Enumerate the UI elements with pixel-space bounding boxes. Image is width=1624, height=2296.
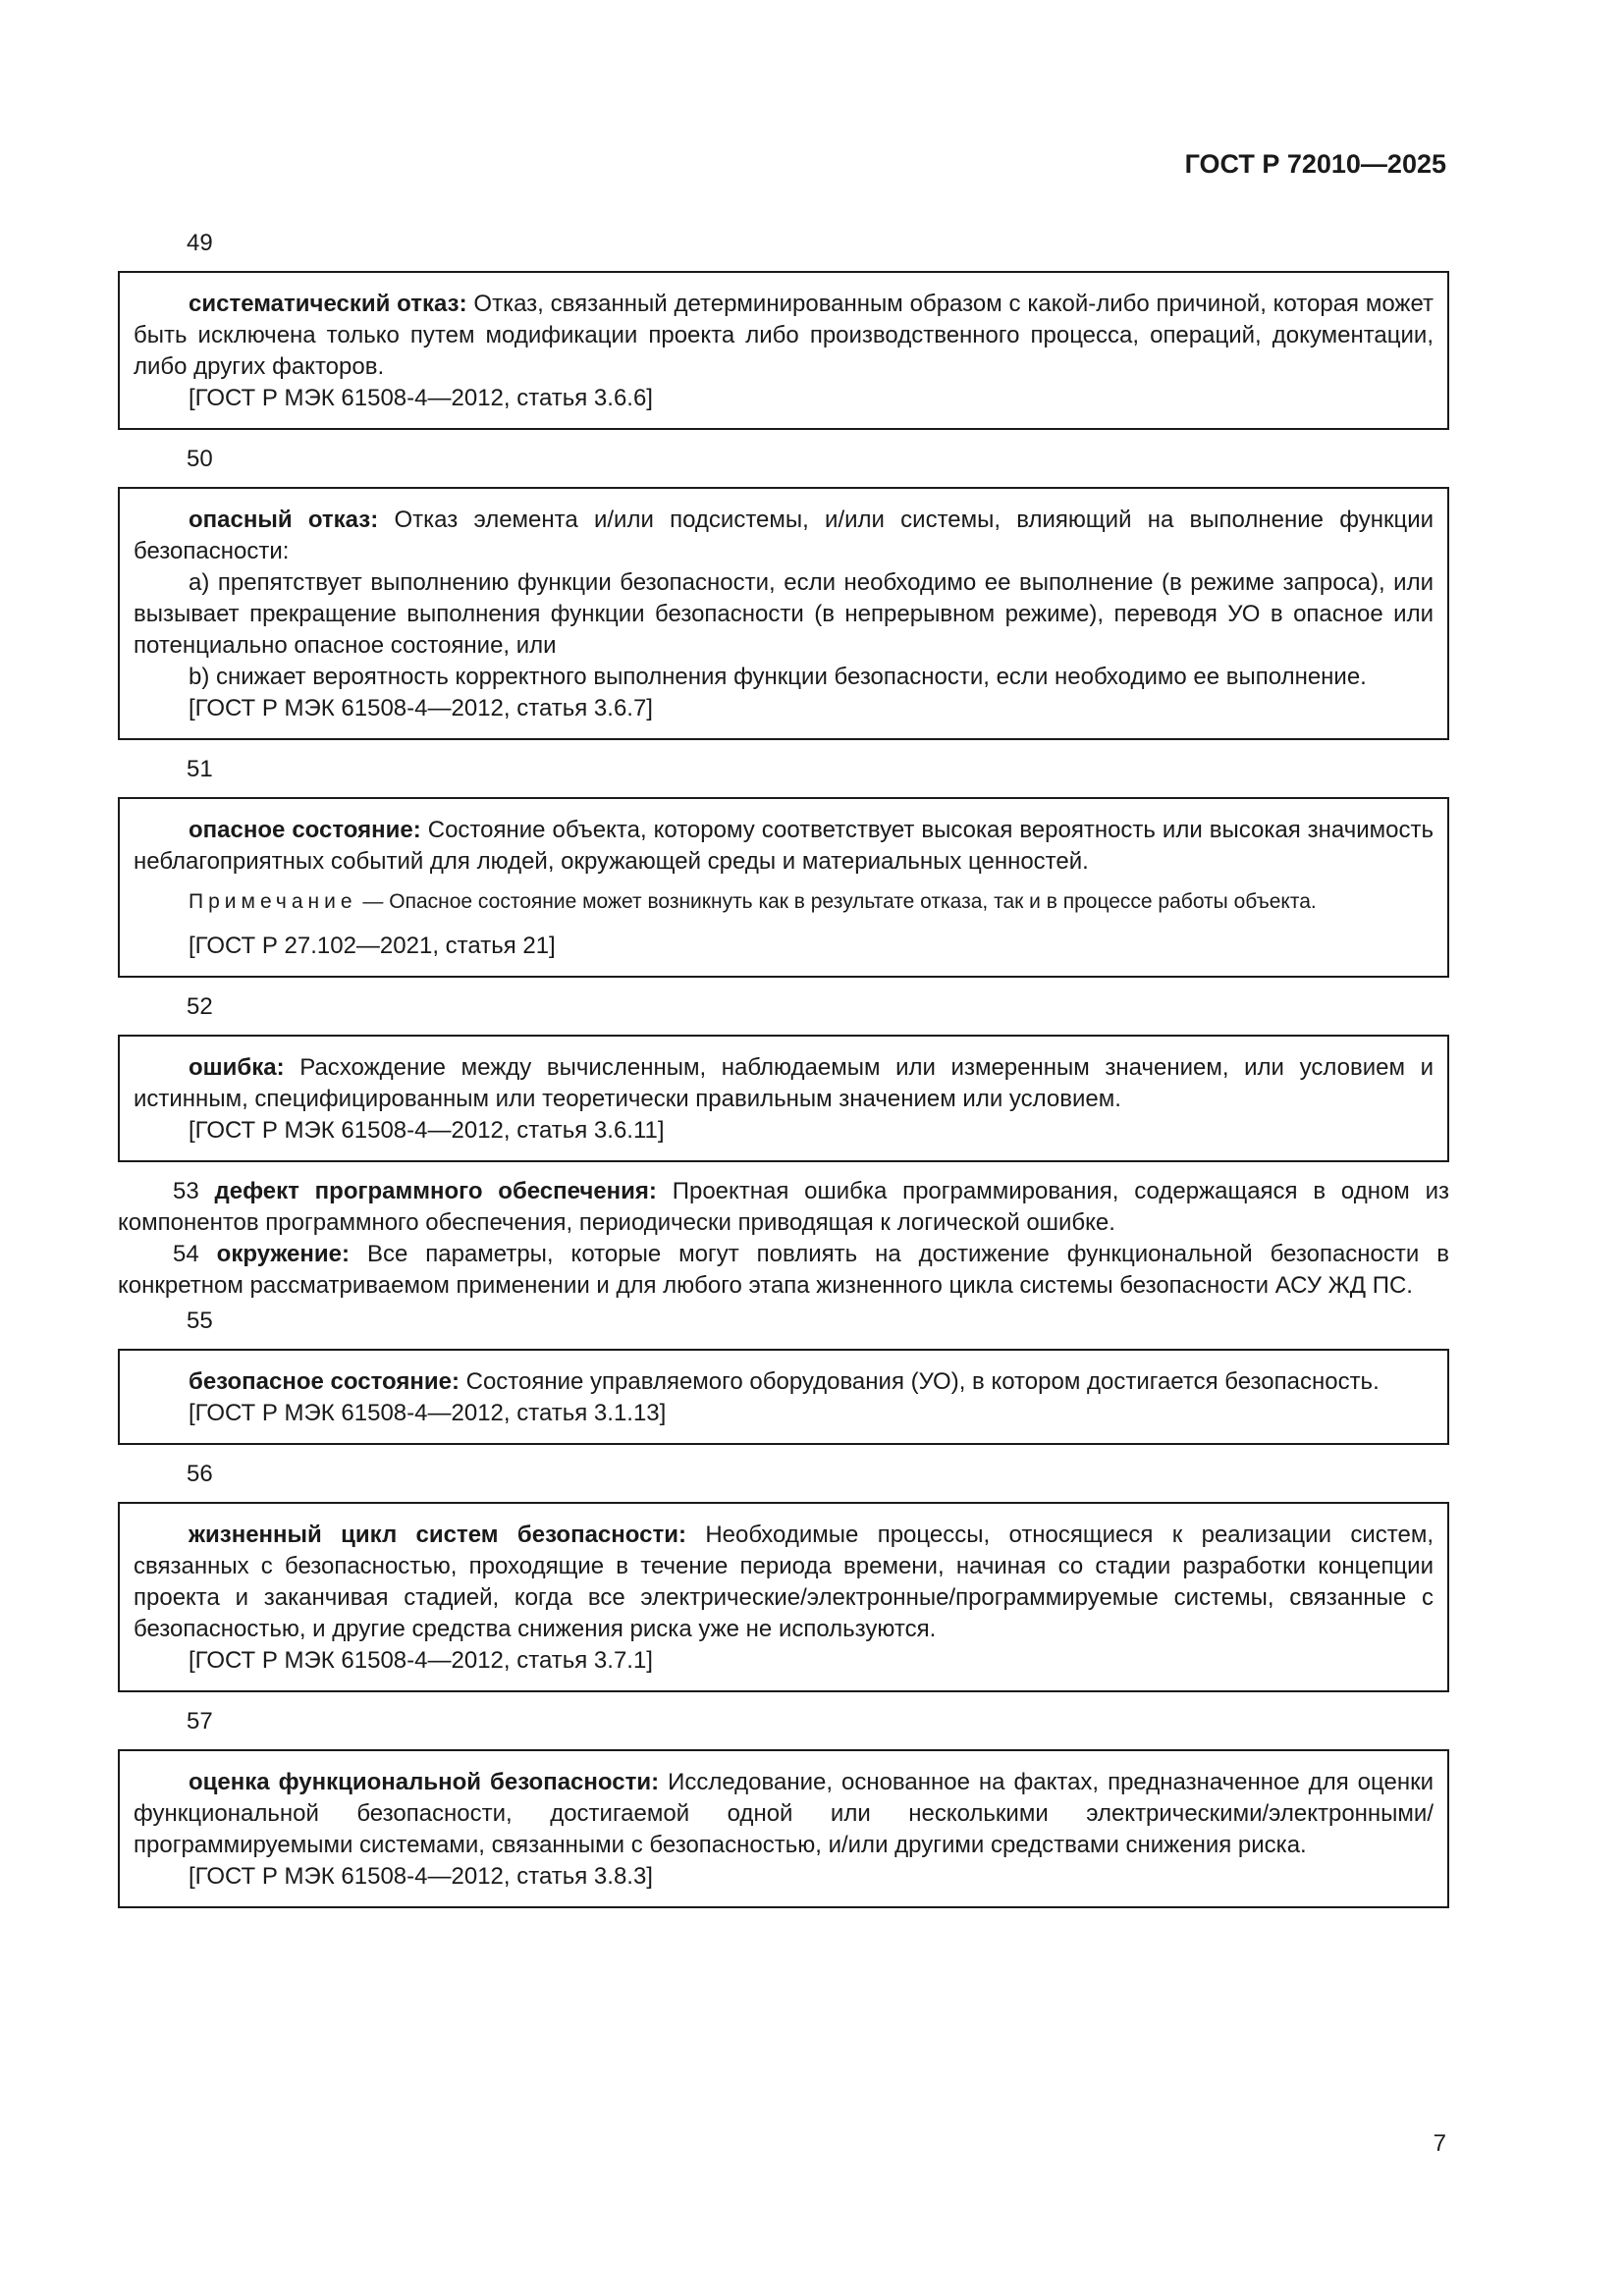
term-box-57 bbox=[118, 1749, 1449, 1908]
term-paragraph bbox=[134, 505, 1434, 567]
term-box-55 bbox=[118, 1349, 1449, 1445]
list-item-b: b) снижает вероятность корректного выполнения функции безопасности, если необходимо ее выполнение. bbox=[189, 664, 1367, 690]
term-paragraph bbox=[134, 1366, 1434, 1398]
term-box-51 bbox=[118, 797, 1449, 978]
term-name: опасный отказ: bbox=[189, 507, 379, 533]
term-name: дефект программного обеспечения: bbox=[214, 1178, 657, 1204]
term-paragraph bbox=[134, 1052, 1434, 1115]
term-definition: Исследование, основанное на фактах, предназначенное для оценки функциональной безопасности, достигаемой одной или несколькими электрическими/электронными/программируемыми системами, связанными с безопасностью, и/или другими средствами снижения риска. bbox=[134, 1769, 1434, 1858]
note-paragraph bbox=[134, 887, 1434, 917]
term-paragraph-53 bbox=[118, 1176, 1449, 1239]
note-label: Примечание bbox=[189, 890, 357, 913]
entry-number: 51 bbox=[187, 756, 213, 782]
term-paragraph bbox=[134, 815, 1434, 878]
term-definition: Все параметры, которые могут повлиять на достижение функциональной безопасности в конкретном рассматриваемом применении и для любого этапа жизненного цикла системы безопасности АСУ ЖД ПС. bbox=[118, 1241, 1449, 1299]
term-definition: Состояние управляемого оборудования (УО), в котором достигается безопасность. bbox=[465, 1368, 1380, 1395]
term-name: оценка функциональной безопасности: bbox=[189, 1769, 660, 1795]
term-paragraph-54 bbox=[118, 1239, 1449, 1302]
term-name: жизненный цикл систем безопасности: bbox=[189, 1522, 686, 1548]
term-paragraph bbox=[134, 289, 1434, 383]
entry-number: 54 bbox=[173, 1241, 199, 1267]
list-item-a: a) препятствует выполнению функции безопасности, если необходимо ее выполнение (в режиме запроса), или вызывает прекращение выполнения функции безопасности (в непрерывном режиме), переводя УО в опасное или потенциально опасное состояние, или bbox=[134, 569, 1434, 659]
entry-number: 56 bbox=[187, 1461, 213, 1487]
term-reference: [ГОСТ Р МЭК 61508-4—2012, статья 3.8.3] bbox=[189, 1863, 653, 1890]
term-name: ошибка: bbox=[189, 1054, 285, 1081]
term-name: систематический отказ: bbox=[189, 291, 467, 317]
entry-number: 52 bbox=[187, 993, 213, 1020]
term-name: безопасное состояние: bbox=[189, 1368, 460, 1395]
term-reference: [ГОСТ Р МЭК 61508-4—2012, статья 3.7.1] bbox=[189, 1647, 653, 1674]
term-reference: [ГОСТ Р МЭК 61508-4—2012, статья 3.6.7] bbox=[189, 695, 653, 721]
entry-number: 53 bbox=[173, 1178, 199, 1204]
term-definition: Необходимые процессы, относящиеся к реализации систем, связанных с безопасностью, проходящие в течение периода времени, начиная со стадии разработки концепции проекта и заканчивая стадией, когда все электрические/электронные/программируемые системы, связанные с безопасностью, и другие средства снижения риска уже не используются. bbox=[134, 1522, 1434, 1642]
page-number: 7 bbox=[1433, 2130, 1446, 2157]
entry-number: 50 bbox=[187, 446, 213, 472]
term-reference: [ГОСТ Р МЭК 61508-4—2012, статья 3.6.11] bbox=[189, 1117, 665, 1144]
term-reference: [ГОСТ Р МЭК 61508-4—2012, статья 3.6.6] bbox=[189, 385, 653, 411]
entry-number: 55 bbox=[187, 1308, 213, 1334]
term-reference: [ГОСТ Р 27.102—2021, статья 21] bbox=[189, 933, 556, 959]
term-box-50 bbox=[118, 487, 1449, 740]
term-definition: Расхождение между вычисленным, наблюдаемым или измеренным значением, или условием и истинным, специфицированным или теоретически правильным значением или условием. bbox=[134, 1054, 1434, 1112]
term-paragraph bbox=[134, 1767, 1434, 1861]
term-definition: Отказ, связанный детерминированным образом с какой-либо причиной, которая может быть исключена только путем модификации проекта либо производственного процесса, операций, документации, либо других факторов. bbox=[134, 291, 1435, 380]
term-paragraph bbox=[134, 1520, 1434, 1645]
term-reference: [ГОСТ Р МЭК 61508-4—2012, статья 3.1.13] bbox=[189, 1400, 667, 1426]
entry-number: 57 bbox=[187, 1708, 213, 1735]
term-box-56 bbox=[118, 1502, 1449, 1692]
term-name: окружение: bbox=[216, 1241, 350, 1267]
term-box-49 bbox=[118, 271, 1449, 430]
document-header: ГОСТ Р 72010—2025 bbox=[1184, 149, 1446, 179]
term-definition: Состояние объекта, которому соответствует высокая вероятность или высокая значимость неблагоприятных событий для людей, окружающей среды и материальных ценностей. bbox=[134, 817, 1435, 875]
note-text: — Опасное состояние может возникнуть как в результате отказа, так и в процессе работы объекта. bbox=[356, 890, 1317, 913]
terms-list bbox=[118, 224, 1449, 1922]
term-definition: Отказ элемента и/или подсистемы, и/или системы, влияющий на выполнение функции безопасности: bbox=[134, 507, 1435, 564]
term-definition: Проектная ошибка программирования, содержащаяся в одном из компонентов программного обеспечения, периодически приводящая к логической ошибке. bbox=[118, 1178, 1449, 1236]
entry-number: 49 bbox=[187, 230, 213, 256]
term-box-52 bbox=[118, 1035, 1449, 1162]
term-name: опасное состояние: bbox=[189, 817, 421, 843]
